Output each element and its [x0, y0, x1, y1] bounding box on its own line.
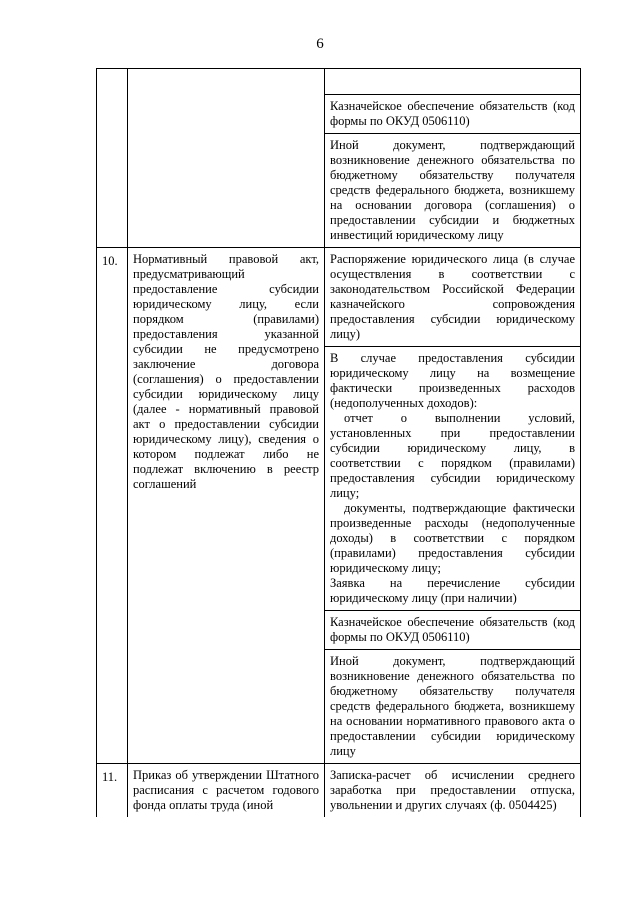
row-number-cell [97, 69, 128, 248]
legal-basis-cell [128, 69, 325, 248]
table-row [97, 764, 581, 818]
table-row [97, 69, 581, 95]
document-cell: Казначейское обеспечение обязательств (код формы по ОКУД 0506110) [325, 95, 581, 134]
document-cell: Распоряжение юридического лица (в случае осуществления в соответствии с законодательством Российской Федерации казначейского сопровождения предоставления субсидии юридическому лицу) [325, 248, 581, 347]
document-list-item: документы, подтверждающие фактически произведенные расходы (недополученные доходы) в соответствии с порядком (правилами) предоставления субсидии юридическому лицу; [330, 501, 575, 575]
document-cell: Иной документ, подтверждающий возникновение денежного обязательства по бюджетному обязательству получателя средств федерального бюджета, возникшему на основании договора (соглашения) о предоставлении субсидии и бюджетных инвестиций юридическому лицу [325, 134, 581, 248]
document-cell: Казначейское обеспечение обязательств (код формы по ОКУД 0506110) [325, 611, 581, 650]
legal-basis-cell: Приказ об утверждении Штатного расписания с расчетом годового фонда оплаты труда (иной [128, 764, 325, 818]
page-number: 6 [316, 36, 324, 52]
document-intro: В случае предоставления субсидии юридическому лицу на возмещение фактически произведенных расходов (недополученных доходов): [330, 351, 575, 410]
legal-basis-cell: Нормативный правовой акт, предусматривающий предоставление субсидии юридическому лицу, если порядком (правилами) предоставления указанной субсидии не предусмотрено заключение договора (соглашения) о предоставлении субсидии юридическому лицу (далее - нормативный правовой акт о предоставлении субсидии юридическому лицу), сведения о котором подлежат либо не подлежат включению в реестр соглашений [128, 248, 325, 764]
document-cell [325, 69, 581, 95]
document-cell [325, 347, 581, 611]
document-list-item: отчет о выполнении условий, установленных при предоставлении субсидии юридическому лицу, в соответствии с порядком (правилами) предоставления субсидии юридическому лицу; [330, 411, 575, 500]
table-row [97, 248, 581, 347]
document-cell: Иной документ, подтверждающий возникновение денежного обязательства по бюджетному обязательству получателя средств федерального бюджета, возникшему на основании нормативного правового акта о предоставлении субсидии юридическому лицу [325, 650, 581, 764]
row-number-cell: 11. [97, 764, 128, 818]
documents-table [96, 68, 581, 817]
document-list-item: Заявка на перечисление субсидии юридическому лицу (при наличии) [330, 576, 575, 605]
row-number-cell: 10. [97, 248, 128, 764]
document-cell: Записка-расчет об исчислении среднего заработка при предоставлении отпуска, увольнении и других случаях (ф. 0504425) [325, 764, 581, 818]
